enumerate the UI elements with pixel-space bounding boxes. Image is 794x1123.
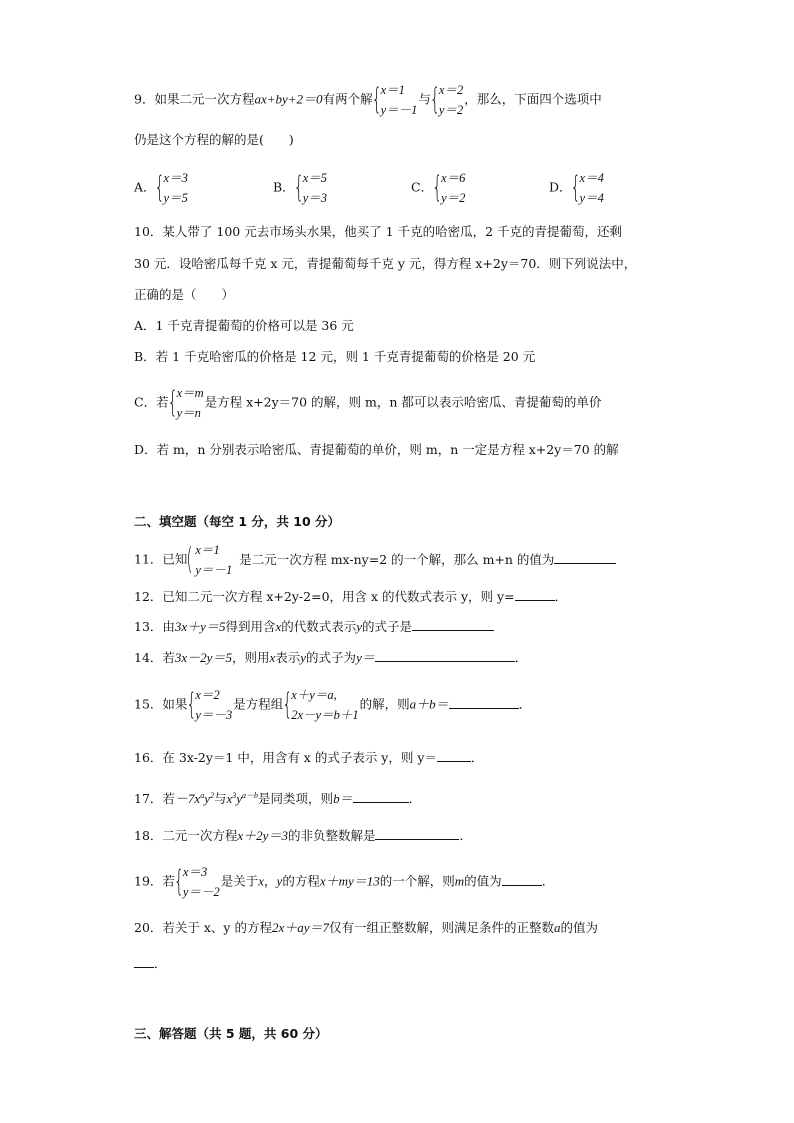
- q15: 15．如果 { x＝2 y＝－3 是方程组 { x＋y＝a, 2x－y＝b＋1 的解，则a＋b＝ ．: [134, 685, 531, 725]
- q12-answer-blank[interactable]: [515, 587, 555, 601]
- q15-answer-blank[interactable]: [449, 695, 519, 709]
- q9-text-c: ，那么，下面四个选项中: [464, 91, 602, 107]
- q15-solution: { x＝2 y＝－3: [188, 685, 232, 725]
- q19: 19．若 { x＝3 y＝－2 是关于x，y的方程x＋my＝13的一个解，则m的值为 ．: [134, 862, 554, 902]
- q9-text-b: 有两个解: [322, 91, 373, 107]
- q10-option-b: B．若 1 千克哈密瓜的价格是 12 元，则 1 千克青提葡萄的价格是 20 元: [134, 349, 536, 364]
- q9-equation: ax+by+2＝0: [254, 91, 323, 107]
- section-2-heading: 二、填空题（每空 1 分，共 10 分）: [134, 514, 341, 529]
- q17-answer-blank[interactable]: [353, 789, 409, 803]
- q13: 13．由3x＋y＝5得到用含x的代数式表示y的式子是: [134, 617, 494, 637]
- section-3-heading: 三、解答题（共 5 题，共 60 分）: [134, 1026, 328, 1041]
- q18-answer-blank[interactable]: [375, 826, 459, 840]
- q9-option-b: B． { x＝5 y＝3: [273, 168, 328, 208]
- q10-line1: 10．某人带了 100 元去市场头水果，他买了 1 千克的哈密瓜，2 千克的青提葡萄，还剩: [134, 224, 623, 239]
- q10-option-a: A．1 千克青提葡萄的价格可以是 36 元: [134, 318, 354, 333]
- q10-line2: 30 元．设哈密瓜每千克 x 元，青提葡萄每千克 y 元，得方程 x+2y＝70．则下列说法中，: [134, 256, 637, 271]
- q16: 16．在 3x-2y＝1 中，用含有 x 的式子表示 y，则 y＝ ．: [134, 750, 484, 765]
- q19-answer-blank[interactable]: [502, 872, 542, 886]
- q9-solution-2: { x＝2 y＝2: [432, 80, 463, 120]
- q17: 17．若$-7x^ay^2$与$x^3y^{a-b}$是同类项，则b＝ .: [134, 791, 413, 806]
- q13-answer-blank[interactable]: [412, 617, 494, 631]
- q11-solution: ( x＝1 y＝－1: [188, 540, 232, 580]
- q16-answer-blank[interactable]: [437, 748, 471, 762]
- q12: 12．已知二元一次方程 x+2y-2=0，用含 x 的代数式表示 y，则 y= ．: [134, 589, 568, 604]
- q10-option-c: C．若 { x＝m y＝n 是方程 x+2y＝70 的解，则 m，n 都可以表示哈密瓜、青提葡萄的单价: [134, 383, 601, 423]
- q9-text: 9．如果二元一次方程: [134, 91, 255, 107]
- q14: 14．若3x－2y＝5，则用x表示y的式子为y＝ ．: [134, 650, 528, 665]
- q20-answer-blank[interactable]: [134, 954, 154, 968]
- q11-answer-blank[interactable]: [554, 550, 616, 564]
- q15-system: { x＋y＝a, 2x－y＝b＋1: [284, 685, 358, 725]
- q10-line3: 正确的是（ ）: [134, 287, 235, 302]
- q14-answer-blank[interactable]: [375, 648, 515, 662]
- q9-option-d: D． { x＝4 y＝4: [549, 168, 605, 208]
- q9-option-a: A． { x＝3 y＝5: [134, 168, 189, 208]
- q9-option-c: C． { x＝6 y＝2: [411, 168, 466, 208]
- q19-solution: { x＝3 y＝－2: [176, 862, 220, 902]
- q9-solution-1: { x＝1 y＝－1: [374, 80, 418, 120]
- q10-option-d: D．若 m，n 分别表示哈密瓜、青提葡萄的单价，则 m，n 一定是方程 x+2y＝70 的解: [134, 442, 619, 457]
- q20-line2: ．: [134, 954, 167, 974]
- q20-line1: 20．若关于 x、y 的方程2x＋ay＝7仅有一组正整数解，则满足条件的正整数a的值为: [134, 920, 599, 935]
- q11: 11．已知 ( x＝1 y＝－1 是二元一次方程 mx-ny=2 的一个解，那么 m+n 的值为: [134, 540, 616, 580]
- q9-line1: [134, 80, 602, 120]
- q9-line2: 仍是这个方程的解的是( ): [134, 132, 294, 147]
- q18: 18．二元一次方程x＋2y＝3的非负整数解是 ．: [134, 828, 472, 843]
- q9-and: 与: [418, 91, 431, 107]
